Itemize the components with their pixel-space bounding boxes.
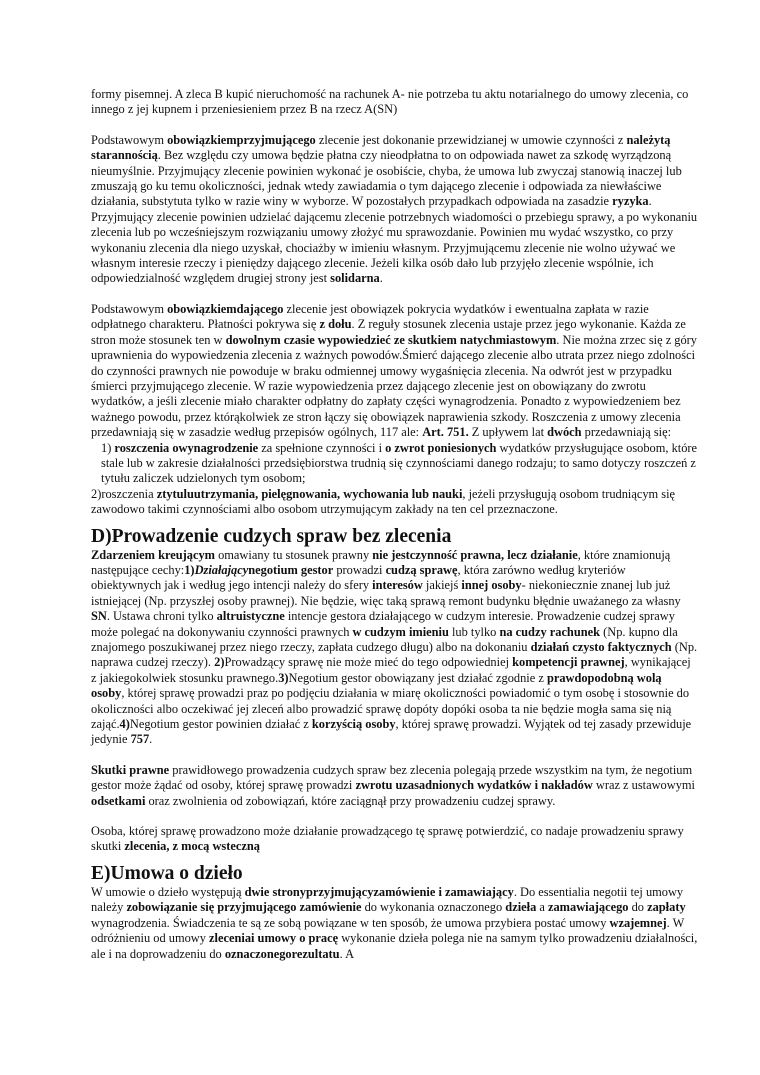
- paragraph-obligations-of-contractor: Podstawowym obowiązkiemprzyjmującego zlecenie jest dokonanie przewidzianej w umowie czynności z należytą starannością. Bez względu czy umowa będzie płatna czy nieodpłatna to on odpowiada nawet za szkodę wyrządzoną nieumyślnie. Przyjmujący zlecenie powinien wykonać je osobiście, chyba, że umowa lub zwyczaj stanowią inaczej lub zmuszają go ku temu okoliczności, jednak wtedy zawiadamia o tym dającego zlecenie i odpowiada za niewłaściwe działania, substytuta tylko w razie winy w wyborze. W pozostałych przypadkach odpowiada na zasadzie ryzyka. Przyjmujący zlecenie powinien udzielać dającemu zlecenie potrzebnych wiadomości o przebiegu sprawy, a po wykonaniu zlecenia lub po wcześniejszym rozwiązaniu umowy złożyć mu sprawozdanie. Powinien mu wydać wszystko, co przy wykonaniu zlecenia dla niego uzyskał, chociażby w imieniu własnym. Przyjmującemu zlecenie nie wolno używać we własnym interesie rzeczy i pieniędzy dającego zlecenie. Jeżeli kilka osób dało lub przyjęło zlecenie wspólnie, ich odpowiedzialność względem drugiej strony jest solidarna.: [91, 132, 698, 286]
- section-heading-e: E)Umowa o dzieło: [91, 862, 243, 884]
- paragraph-gap: [91, 287, 698, 302]
- paragraph-contract-for-work: W umowie o dzieło występują dwie stronyprzyjmującyzamówienie i zamawiający. Do essentialia negotii tej umowy należy zobowiązanie się przyjmującego zamówienie do wykonania oznaczonego dzieła a zamawiającego do zapłaty wynagrodzenia. Świadczenia te są ze sobą powiązane w ten sposób, że umowa przybiera postać umowy wzajemnej. W odróżnieniu od umowy zleceniai umowy o pracę wykonanie dzieła polega nie na samym tylko prowadzeniu działalności, ale i na doprowadzeniu do oznaczonegorezultatu. A: [91, 884, 698, 961]
- paragraph-ratification: Osoba, której sprawę prowadzono może działanie prowadzącego tę sprawę potwierdzić, co nadaje prowadzeniu sprawy skutki zlecenia, z mocą wsteczną: [91, 824, 684, 854]
- section-heading-d: D)Prowadzenie cudzych spraw bez zlecenia: [91, 525, 452, 547]
- paragraph-legal-effects: Skutki prawne prawidłowego prowadzenia cudzych spraw bez zlecenia polegają przede wszystkim na tym, że negotium gestor może żądać od osoby, której sprawę prowadzi zwrotu uzasadnionych wydatków i nakładów wraz z ustawowymi odsetkami oraz zwolnienia od zobowiązań, które zaciągnął przy prowadzeniu cudzej sprawy.: [91, 762, 695, 808]
- paragraph-gap: [91, 809, 698, 824]
- paragraph-form-requirement: formy pisemnej. A zleca B kupić nieruchomość na rachunek A- nie potrzeba tu aktu notarialnego do umowy zlecenia, co innego z jej kupnem i przeniesieniem przez B na rzecz A(SN): [91, 87, 689, 117]
- list-item-claims-1: 1) roszczenia owynagrodzenie za spełnione czynności i o zwrot poniesionych wydatków przysługujące osobom, które stale lub w zakresie działalności przedsiębiorstwa trudnią się czynnościami danego rodzaju; to samo dotyczy roszczeń z tytułu zaliczek udzielonych tym osobom;: [101, 440, 698, 486]
- section-gap: [91, 855, 698, 863]
- section-gap: [91, 518, 698, 526]
- paragraph-gap: [91, 118, 698, 133]
- list-item-claims-2: 2)roszczenia ztytuluutrzymania, pielęgnowania, wychowania lub nauki, jeżeli przysługują osobom trudniącym się zawodowo takimi czynnościami albo osobom utrzymującym zakłady na ten cel przeznaczone.: [91, 486, 676, 517]
- paragraph-negotiorum-gestio: Zdarzeniem kreującym omawiany tu stosunek prawny nie jestczynność prawna, lecz działanie, które znamionują następujące cechy:1)Działającynegotium gestor prowadzi cudzą sprawę, która zarówno według kryteriów obiektywnych jak i według jego intencji należy do sfery interesów jakiejś innej osoby- niekoniecznie znanej lub już istniejącej (Np. przyszłej osoby prawnej). Nie będzie, więc taką sprawą remont budynku błędnie uważanego za własny SN. Ustawa chroni tylko altruistyczne intencje gestora działającego w cudzym interesie. Prowadzenie cudzej sprawy może polegać na dokonywaniu czynności prawnych w cudzym imieniu lub tylko na cudzy rachunek (Np. kupno dla znajomego poszukiwanej przez niego rzeczy, zapłata cudzego długu) albo na dokonaniu działań czysto faktycznych (Np. naprawa cudzej rzeczy). 2)Prowadzący sprawę nie może mieć do tego odpowiedniej kompetencji prawnej, wynikającej z jakiegokolwiek stosunku prawnego.3)Negotium gestor obowiązany jest działać zgodnie z prawdopodobną wolą osoby, której sprawę prowadzi praz po podjęciu działania w miarę okoliczności powiadomić o tym osobę i stosownie do okoliczności albo oczekiwać jej zleceń albo prowadzić sprawę dopóty dopóki osoba ta nie będzie mogła sama się nią zająć.4)Negotium gestor powinien działać z korzyścią osoby, której sprawę prowadzi. Wyjątek od tej zasady przewiduje jedynie 757.: [91, 547, 698, 747]
- paragraph-gap: [91, 748, 698, 763]
- paragraph-obligations-of-principal: Podstawowym obowiązkiemdającego zlecenie jest obowiązek pokrycia wydatków i ewentualna zapłata w razie odpłatnego charakteru. Płatności pokrywa się z dołu. Z reguły stosunek zlecenia ustaje przez jego wykonanie. Każda ze stron może stosunek ten w dowolnym czasie wypowiedzieć ze skutkiem natychmiastowym. Nie można zrzec się z góry uprawnienia do wypowiedzenia zlecenia z ważnych powodów.Śmierć dającego zlecenie albo utrata przez niego zdolności do czynności prawnych nie powoduje w braku odmiennej umowy wygaśnięcia zlecenia. Na odwrót jest w przypadku śmierci przyjmującego zlecenie. W razie wypowiedzenia przez dającego zlecenie jest on obowiązany do zwrotu wydatków, a jeśli zlecenie miało charakter odpłatny do zapłaty części wynagrodzenia. Ponadto z wypowiedzeniem bez ważnego powodu, przez którąkolwiek ze stron łączy się obowiązek naprawienia szkody. Roszczenia z umowy zlecenia przedawniają się w zasadzie według przepisów ogólnych, 117 ale: Art. 751. Z upływem lat dwóch przedawniają się:: [91, 301, 697, 440]
